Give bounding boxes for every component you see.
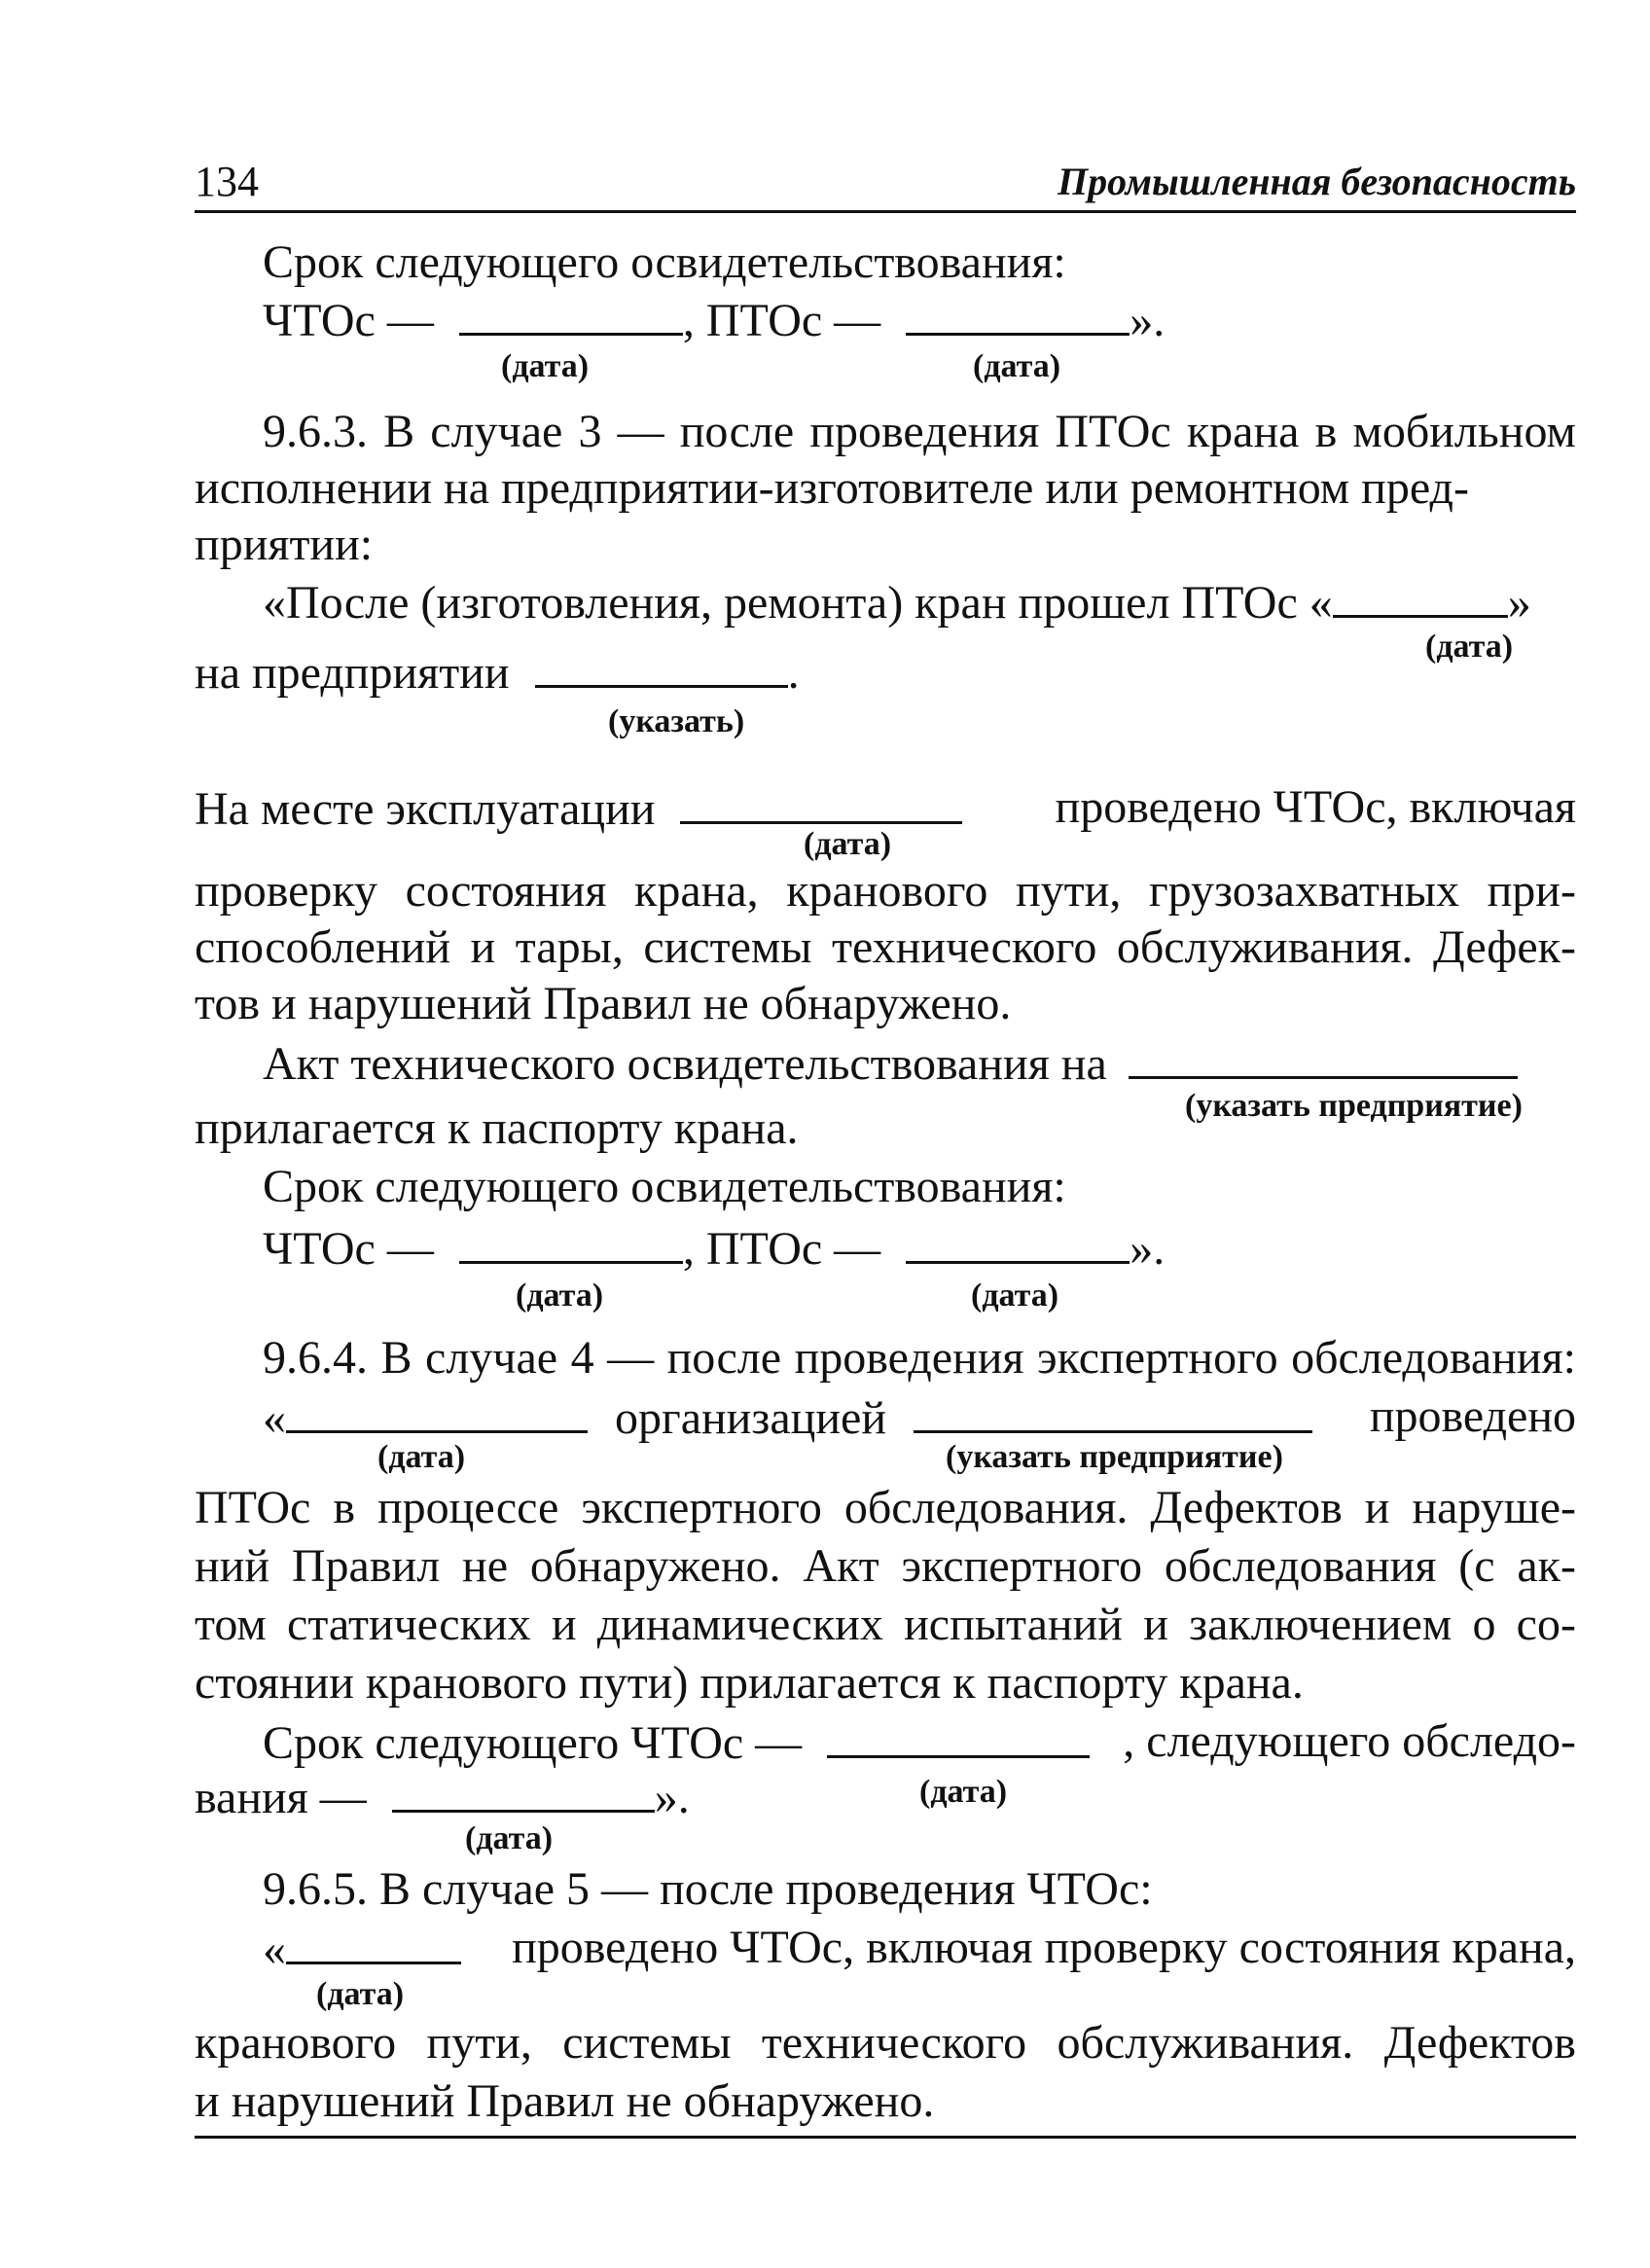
word: не [462,1540,508,1592]
text-fragment: «После (изготовления, ремонта) кран прошел ПТОс « [263,577,1333,629]
word: 4 [570,1332,594,1384]
text-line [195,1596,1576,1654]
word: кранового [786,865,988,917]
label-ctos: ЧТОс — [263,1223,434,1275]
word: после [679,406,795,457]
text-fragment: « [263,1924,286,1975]
text-line [195,2014,1576,2072]
label-ctos: ЧТОс — [263,295,434,346]
text-fragment: проведено ЧТОс, включая проверку состояния крана, [512,1922,1576,1973]
word: обследования: [1291,1332,1576,1384]
word: В [380,1332,412,1384]
caption-date: (дата) [516,1278,604,1314]
enterprise-fill-line [263,1033,1518,1092]
expert-fill-line [263,1387,1576,1446]
text-line [195,1537,1576,1596]
date-blank [286,1387,588,1433]
text-fragment: проведено ЧТОс, включая [1055,781,1576,833]
text-line: приятии: [195,519,374,570]
word: технического [832,921,1097,973]
text-line [195,862,1576,920]
caption-specify-enterprise: (указать предприятие) [1185,1088,1523,1124]
word: технического [761,2017,1027,2069]
caption-date: (дата) [919,1774,1008,1810]
date-blank [1333,572,1508,618]
text-fragment: Срок следующего ЧТОс — [263,1717,803,1769]
word: процессе [377,1482,559,1533]
word: о [1472,1599,1496,1650]
word: ПТОс [195,1482,311,1533]
date-blank [459,290,683,336]
word: обследования [1164,1540,1437,1592]
word: Дефектов [1383,2017,1576,2069]
word: способлений [195,921,451,973]
word: в [1314,406,1338,457]
caption-date: (дата) [501,348,590,384]
word: в [333,1482,355,1533]
caption-date: (дата) [804,826,892,862]
word: — [607,1332,655,1384]
date-fill-line [263,572,1531,630]
date-fill-line [263,1218,1165,1277]
running-title: Промышленная безопасность [1058,160,1576,203]
word: пути, [426,2017,532,2069]
word: тары, [515,921,624,973]
date-blank [459,1218,683,1264]
word: после [666,1332,782,1384]
word: системы [562,2017,732,2069]
date-blank [392,1767,655,1813]
word: 9.6.3. [263,406,368,457]
word: при- [1487,865,1576,917]
text-line: и нарушений Правил не обнаружено. [195,2075,935,2127]
enterprise-blank [535,642,788,688]
caption-date: (дата) [1425,629,1514,665]
word: экспертного [901,1540,1143,1592]
text-line [195,1479,1576,1537]
text-fragment: , следующего обследо- [1123,1715,1576,1767]
date-blank [906,290,1130,336]
word: заключением [1189,1599,1453,1650]
word: и [551,1599,577,1650]
word: экспертного [581,1482,822,1533]
caption-date: (дата) [973,348,1061,384]
enterprise-fill-line [195,642,800,701]
text-fragment: на предприятии [195,647,510,699]
text-fragment: ». [654,1772,690,1823]
closing-quote: ». [1130,295,1166,346]
word: крана, [634,865,759,917]
text-fragment: проведено [1369,1390,1576,1442]
word: Дефек- [1433,921,1576,973]
caption-specify-enterprise: (указать предприятие) [946,1439,1283,1475]
date-blank [286,1919,461,1964]
text-fragment: » [1507,577,1531,629]
word: мобильном [1352,406,1576,457]
word: проведения [794,1332,1024,1384]
word: Акт [803,1540,879,1592]
word: состояния [405,865,607,917]
word: обследования. [843,1482,1129,1533]
word: системы [643,921,812,973]
page-number: 134 [195,158,259,205]
word: проверку [195,865,378,917]
word: и [470,921,496,973]
word: пути, [1015,865,1122,917]
footer-rule [195,2136,1576,2139]
word: наруше- [1412,1482,1576,1533]
word: обнаружено. [529,1540,781,1592]
word: и [1143,1599,1168,1650]
text-line [263,403,1576,461]
text-fragment: На месте эксплуатации [195,783,656,835]
word: (с [1458,1540,1495,1592]
text-line: 9.6.5. В случае 5 — после проведения ЧТОс: [263,1863,1153,1915]
word: случае [430,406,563,457]
word: динамических [596,1599,883,1650]
date-fill-line [263,290,1165,348]
text-fragment: вания — [195,1772,367,1823]
closing-quote: ». [1130,1223,1166,1275]
text-line: прилагается к паспорту крана. [195,1102,799,1154]
word: В [383,406,415,457]
caption-date: (дата) [465,1820,554,1856]
word: Правил [291,1540,441,1592]
caption-specify: (указать) [608,703,745,739]
word: ний [195,1540,270,1592]
text-line: тов и нарушений Правил не обнаружено. [195,978,1012,1029]
word: экспертного [1037,1332,1278,1384]
caption-date: (дата) [316,1976,405,2012]
page-header [195,156,1576,213]
date-blank [680,778,962,824]
text-line: Срок следующего освидетельствования: [263,1161,1066,1212]
text-fragment: Акт технического освидетельствования на [263,1038,1107,1090]
word: ПТОс [1055,406,1171,457]
word: проведения [809,406,1040,457]
word: испытаний [904,1599,1123,1650]
word: со- [1516,1599,1576,1650]
word: обслуживания. [1116,921,1414,973]
text-line: исполнении на предприятии-изготовителе или ремонтном пред- [195,462,1469,514]
date-fill-line [263,1919,1576,1977]
word: — [617,406,664,457]
caption-date: (дата) [377,1439,466,1475]
enterprise-blank [1129,1033,1518,1079]
text-line: Срок следующего освидетельствования: [263,236,1066,288]
word: 9.6.4. [263,1332,368,1384]
word: обслуживания. [1057,2017,1354,2069]
text-fragment: « [263,1392,286,1444]
text-fragment: организацией [615,1392,886,1444]
word: 3 [578,406,602,457]
word: и [1364,1482,1390,1533]
label-ptos: , ПТОс — [682,1223,881,1275]
word: Дефектов [1150,1482,1343,1533]
label-ptos: , ПТОс — [682,295,881,346]
organization-blank [914,1387,1312,1433]
text-line: стоянии кранового пути) прилагается к паспорту крана. [195,1657,1304,1709]
word: том [195,1599,267,1650]
caption-date: (дата) [971,1278,1059,1314]
word: грузозахватных [1148,865,1459,917]
text-fragment: . [787,647,800,699]
date-blank [827,1712,1090,1758]
word: ак- [1517,1540,1576,1592]
date-fill-line [195,1767,690,1825]
word: крана [1186,406,1300,457]
word: кранового [195,2017,397,2069]
word: случае [425,1332,558,1384]
text-line [263,1329,1576,1387]
word: статических [287,1599,531,1650]
date-fill-line [263,1712,1576,1771]
text-line [195,918,1576,977]
date-blank [906,1218,1130,1264]
